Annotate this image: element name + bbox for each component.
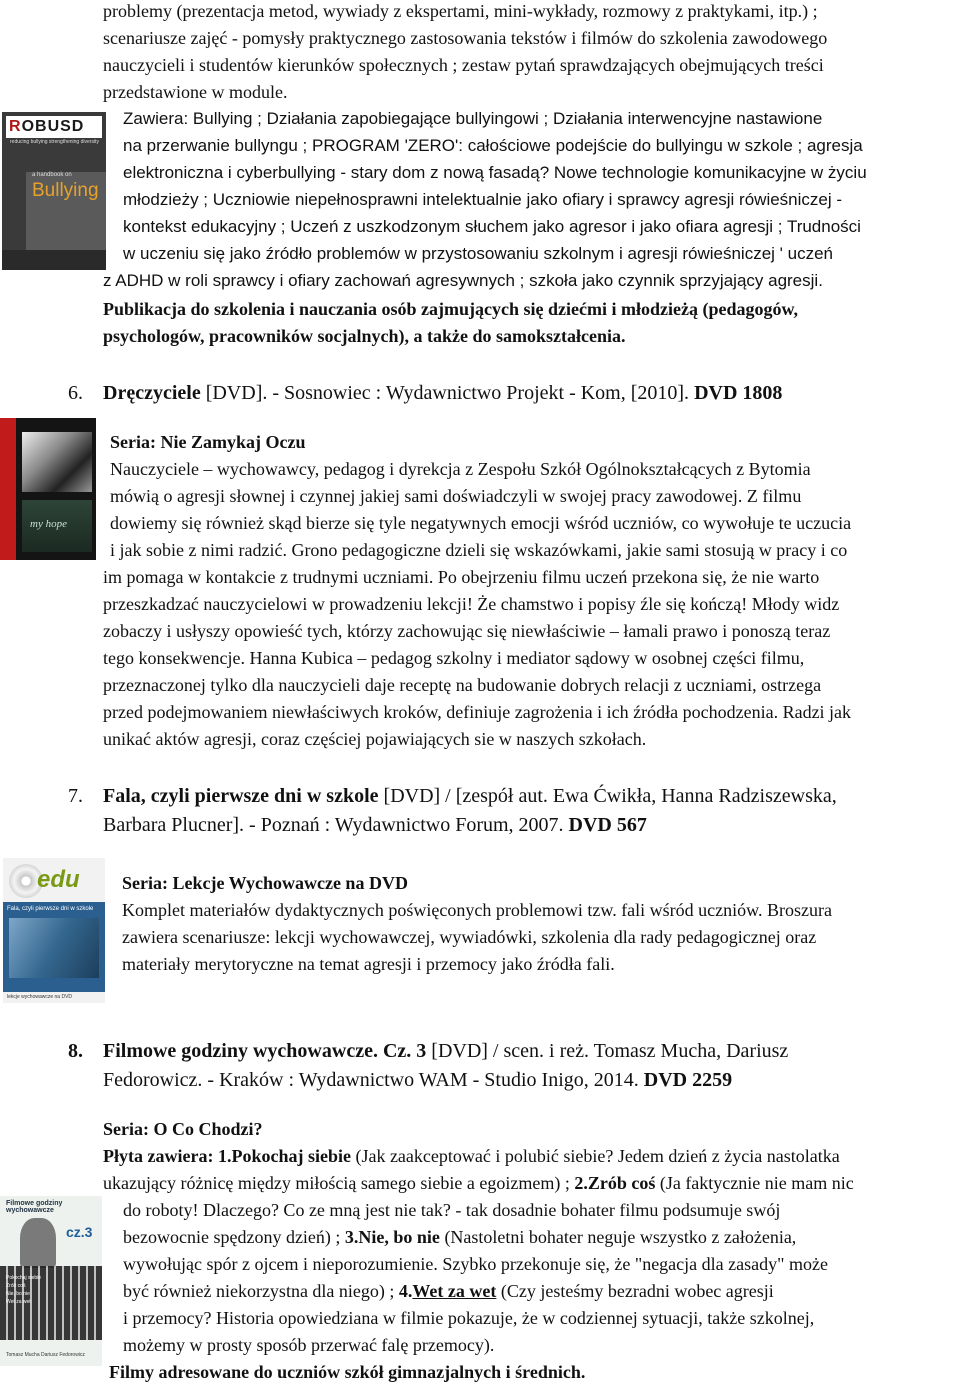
contents-line: możemy w prosty sposób przerwać falę przemocy). <box>123 1335 495 1355</box>
entry-number: 7. <box>68 785 83 807</box>
cover-title: Fala, czyli pierwsze dni w szkole <box>7 906 94 912</box>
cover-red-band <box>0 418 16 560</box>
episode-desc: ukazujący różnicę między miłością samego siebie a egoizmem) ; <box>103 1173 575 1193</box>
desc-line: materiały merytoryczne na temat agresji i przemocy jako źródła fali. <box>122 954 615 974</box>
intro-line: przedstawione w module. <box>103 82 288 102</box>
contents-line: kontekst edukacyjny ; Uczeń z uszkodzonym słuchem jako agresor i jako ofiara agresji ; Trudności <box>123 217 861 236</box>
dvd-cover-fala <box>3 858 105 1003</box>
desc-line: przeznaczonej tylko dla nauczycieli daje receptę na budowanie dobrych relacji z uczniami, ostrzega <box>103 675 822 695</box>
contents-label: Płyta zawiera: <box>103 1146 218 1166</box>
dvd-cover-dreczyciele <box>0 418 96 560</box>
entry-imprint: [DVD] / [zespół aut. Ewa Ćwikła, Hanna Radziszewska, <box>378 785 837 807</box>
contents-line: i przemocy? Historia opowiedziana w filmie pokazuje, że w codziennej sytuacji, także szkolnej, <box>123 1308 815 1328</box>
episode-number: 1. <box>217 1146 232 1166</box>
cover-photo <box>22 432 92 492</box>
episode-desc: (Jak zaakceptować i polubić siebie? Jedem dzień z życia nastolatka <box>350 1146 840 1166</box>
entry-imprint: Fedorowicz. - Kraków : Wydawnictwo WAM - Studio Inigo, 2014. <box>103 1069 644 1091</box>
cover-title: Filmowe godziny wychowawcze <box>6 1200 63 1214</box>
cover-tagline: reducing bullying strengthening diversity <box>10 139 99 145</box>
entry-heading <box>103 783 837 810</box>
contents-line: wywołując spór z ojcem i nieporozumienie. Szybko przekonuje się, że "negacja dla zasady" może <box>123 1254 828 1274</box>
desc-line: zawiera scenariusze: lekcji wychowawczej, wywiadówki, szkolenia dla rady pedagogicznej oraz <box>122 927 817 947</box>
episode-title: Pokochaj siebie <box>231 1146 351 1166</box>
desc-line: przeszkadzać nauczycielowi w prowadzeniu lekcji! Że chamstwo i popisy źle się kończą! Młody widz <box>103 594 840 614</box>
episode-desc: (Czy jesteśmy bezradni wobec agresji <box>496 1281 774 1301</box>
book-cover-bullying <box>2 112 106 270</box>
cover-portrait <box>20 1218 56 1268</box>
audience-line: psychologów, pracowników socjalnych), a także do samokształcenia. <box>103 326 626 346</box>
desc-line: Nauczyciele – wychowawcy, pedagog i dyrekcja z Zespołu Szkół Ogólnokształcących z Bytomia <box>110 459 811 479</box>
contents-line: młodzieży ; Uczniowie niepełnosprawni intelektualnie jako ofiary i sprawcy agresji rówieśniczej - <box>123 190 843 209</box>
desc-line: unikać aktów agresji, coraz częściej pojawiających sie w naszych szkołach. <box>103 729 647 749</box>
entry-heading-line2 <box>103 1067 732 1094</box>
call-number: DVD 567 <box>568 814 647 836</box>
cover-title: Bullying <box>32 180 99 201</box>
contents-line: Zawiera: Bullying ; Działania zapobiegające bullyingowi ; Działania interwencyjne nastawione <box>123 109 823 128</box>
cover-brand-logo: ROBUSD <box>6 116 102 138</box>
episode-desc: (Nastoletni bohater neguje wszystko z założenia, <box>439 1227 797 1247</box>
desc-line: dowiemy się również skąd bierze się tyle negatywnych emocji wśród uczniów, co wywołuje te uczucia <box>110 513 852 533</box>
entry-heading <box>103 380 782 407</box>
series-line: Seria: Nie Zamykaj Oczu <box>110 432 306 452</box>
desc-line: Komplet materiałów dydaktycznych poświęconych problemowi tzw. fali wśród uczniów. Broszura <box>122 900 832 920</box>
cover-footer: Tomasz Mucha Dariusz Fedorowicz <box>6 1352 85 1358</box>
cover-stripe <box>2 250 106 270</box>
dvd-cover-filmowe-godziny <box>0 1196 102 1366</box>
series-line: Seria: O Co Chodzi? <box>103 1119 263 1139</box>
episode-desc: być również niekorzystna dla niego) ; <box>123 1281 399 1301</box>
contents-line: na przerwanie bullyngu ; PROGRAM 'ZERO': całościowe podejście do bullyingu w szkole ; agresja <box>123 136 863 155</box>
episode-desc: (Ja faktycznie nie mam nic <box>655 1173 854 1193</box>
desc-line: mówią o agresji słownej i czynnej jakiej sami doświadczyli w swojej pracy zawodowej. Z filmu <box>110 486 802 506</box>
cover-image <box>9 918 99 978</box>
cover-footer: lekcje wychowawcze na DVD <box>7 994 73 1000</box>
entry-number: 8. <box>68 1040 83 1062</box>
entry-title: Filmowe godziny wychowawcze. Cz. 3 <box>103 1040 427 1062</box>
contents-line: elektroniczna i cyberbullying - stary dom z nową fasadą? Nowe technologie komunikacyjne w życiu <box>123 163 867 182</box>
episode-title: Nie, bo nie <box>358 1227 440 1247</box>
desc-line: przed podejmowaniem niewłaściwych kroków, definiuje zagrożenia i ich źródła pochodzenia. Radzi jak <box>103 702 852 722</box>
desc-line: i jak sobie z nimi radzić. Grono pedagogiczne dzieli się wskazówkami, jakie sami stosują w pracy i co <box>110 540 848 560</box>
desc-line: tego konsekwencje. Hanna Kubica – pedagog szkolny i mediator sądowy w osobnej części filmu, <box>103 648 805 668</box>
episode-number: 4. <box>398 1281 413 1301</box>
desc-line: zobaczy i usłyszy opowieść tych, którzy zachowując się niewłaściwie – łamali prawo i ponoszą teraz <box>103 621 831 641</box>
entry-number: 6. <box>68 382 83 404</box>
intro-line: scenariusze zajęć - pomysły praktycznego zastosowania tekstów i filmów do szkolenia zawodowego <box>103 28 828 48</box>
contents-line: do roboty! Dlaczego? Co ze mną jest nie tak? - tak dosadnie bohater filmu podsumuje swój <box>123 1200 781 1220</box>
cover-edu-logo: edu <box>37 866 80 893</box>
call-number: DVD 1808 <box>694 382 783 404</box>
call-number: DVD 2259 <box>643 1069 733 1091</box>
audience-line: Filmy adresowane do uczniów szkół gimnazjalnych i średnich. <box>109 1362 586 1382</box>
cover-handbook: a handbook on <box>32 172 72 178</box>
intro-line: problemy (prezentacja metod, wywiady z ekspertami, mini-wykłady, rozmowy z praktykami, itp.) ; <box>103 1 818 21</box>
cover-episode-list: Pokochaj siebie Zrób coś Nie, bo nie Wet za wet <box>6 1275 42 1305</box>
contents-line <box>123 1278 774 1305</box>
episode-title: Zrób coś <box>587 1173 656 1193</box>
episode-title: Wet za wet <box>412 1281 497 1301</box>
entry-imprint: [DVD] / scen. i reż. Tomasz Mucha, Dariusz <box>426 1040 789 1062</box>
cover-chalk-text: my hope <box>30 518 67 530</box>
entry-title: Dręczyciele <box>103 382 201 404</box>
audience-line: Publikacja do szkolenia i nauczania osób zajmujących się dziećmi i młodzieżą (pedagogów, <box>103 299 798 319</box>
episode-desc: bezowocnie spędzony dzień) ; <box>123 1227 345 1247</box>
episode-number: 2. <box>574 1173 588 1193</box>
contents-line: z ADHD w roli sprawcy i ofiary zachowań agresywnych ; szkoła jako czynnik sprzyjający agresji. <box>103 271 823 290</box>
contents-line <box>123 1224 796 1251</box>
entry-heading-line2 <box>103 812 647 839</box>
entry-heading <box>103 1038 788 1065</box>
desc-line: im pomaga w kontakcie z trudnymi uczniami. Po obejrzeniu filmu uczeń przekona się, że nie warto <box>103 567 820 587</box>
contents-line <box>103 1170 854 1197</box>
intro-line: nauczycieli i studentów kierunków społecznych ; zestaw pytań sprawdzających obejmujących treści <box>103 55 824 75</box>
episode-number: 3. <box>344 1227 359 1247</box>
cover-part: cz.3 <box>66 1224 93 1240</box>
series-line: Seria: Lekcje Wychowawcze na DVD <box>122 873 408 893</box>
contents-line <box>103 1143 840 1170</box>
entry-title: Fala, czyli pierwsze dni w szkole <box>103 785 379 807</box>
contents-line: w uczeniu się jako źródło problemów w przystosowaniu szkolnym i agresji rówieśniczej ' uczeń <box>123 244 833 263</box>
entry-imprint: [DVD]. - Sosnowiec : Wydawnictwo Projekt - Kom, [2010]. <box>200 382 695 404</box>
entry-imprint: Barbara Plucner]. - Poznań : Wydawnictwo Forum, 2007. <box>103 814 569 836</box>
